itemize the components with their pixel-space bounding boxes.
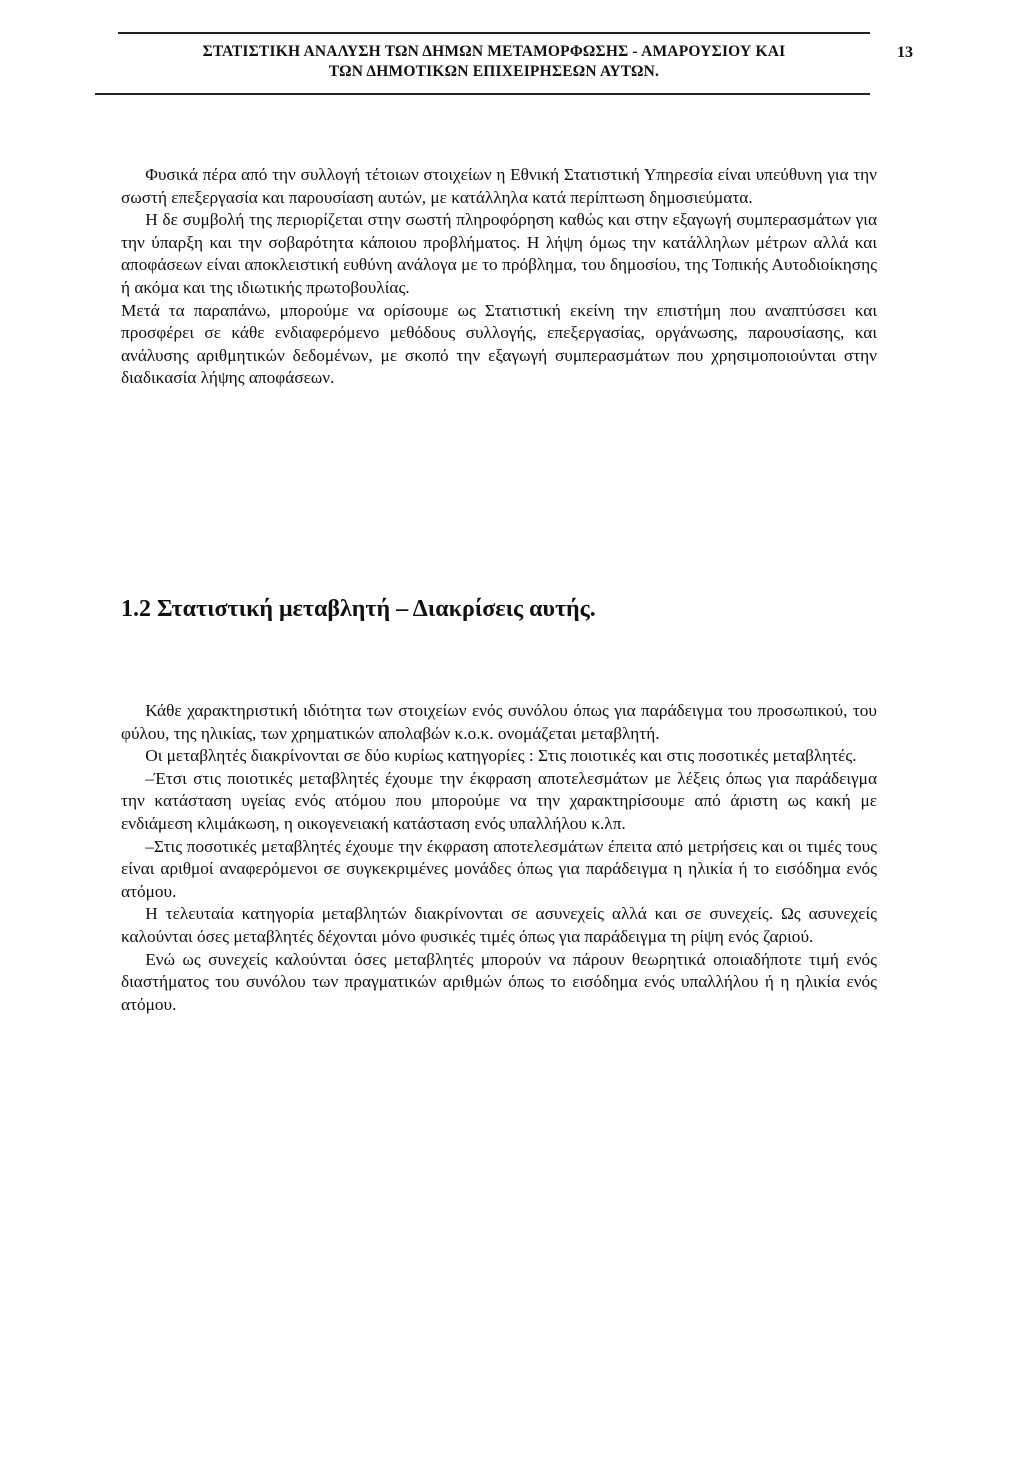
intro-paragraph-1: Φυσικά πέρα από την συλλογή τέτοιων στοιχείων η Εθνική Στατιστική Υπηρεσία είναι υπεύθυνη για την σωστή επεξεργασία και παρουσίαση αυτών, με κατάλληλα κατά περίπτωση δημοσιεύματα. — [121, 165, 877, 207]
intro-paragraph-3: Μετά τα παραπάνω, μπορούμε να ορίσουμε ως Στατιστική εκείνη την επιστήμη που αναπτύσσει και προσφέρει σε κάθε ενδιαφερόμενο μεθόδους συλλογής, επεξεργασίας, οργάνωσης, παρουσίασης, και ανάλυσης αριθμητικών δεδομένων, με σκοπό την εξαγωγή συμπερασμάτων που χρησιμοποιούνται στην διαδικασία λήψης αποφάσεων. — [121, 300, 877, 388]
section-paragraph-3: –Έτσι στις ποιοτικές μεταβλητές έχουμε την έκφραση αποτελεσμάτων με λέξεις όπως για παράδειγμα την κατάσταση υγείας ενός ατόμου που μπορούμε να την χαρακτηρίσουμε από άριστη ως κακή με ενδιάμεση κλιμάκωση, η οικογενειακή κατάσταση ενός υπαλλήλου κ.λπ. — [121, 768, 877, 833]
header-top-rule — [118, 32, 870, 34]
section-paragraph-4: –Στις ποσοτικές μεταβλητές έχουμε την έκφραση αποτελεσμάτων έπειτα από μετρήσεις και οι τιμές τους είναι αριθμοί αναφερόμενοι σε συγκεκριμένες μονάδες όπως για παράδειγμα η ηλικία ή το εισόδημα ενός ατόμου. — [121, 836, 877, 901]
section-paragraph-6: Ενώ ως συνεχείς καλούνται όσες μεταβλητές μπορούν να πάρουν θεωρητικά οποιαδήποτε τιμή ενός διαστήματος του συνόλου των πραγματικών αριθμών όπως το εισόδημα ενός υπαλλήλου ή η ηλικία ενός ατόμου. — [121, 949, 877, 1014]
running-header — [118, 42, 870, 82]
running-header-line-1: ΣΤΑΤΙΣΤΙΚΗ ΑΝΑΛΥΣΗ ΤΩΝ ΔΗΜΩΝ ΜΕΤΑΜΟΡΦΩΣΗΣ - ΑΜΑΡΟΥΣΙΟΥ ΚΑΙ — [202, 43, 786, 60]
section-heading: 1.2 Στατιστική μεταβλητή – Διακρίσεις αυτής. — [121, 596, 596, 622]
section-paragraph-5: Η τελευταία κατηγορία μεταβλητών διακρίνονται σε ασυνεχείς αλλά και σε συνεχείς. Ως ασυνεχείς καλούνται όσες μεταβλητές δέχονται μόνο φυσικές τιμές όπως για παράδειγμα τη ρίψη ενός ζαριού. — [121, 904, 877, 946]
page-number: 13 — [897, 44, 913, 61]
intro-text-block — [121, 164, 877, 390]
intro-paragraph-2: Η δε συμβολή της περιορίζεται στην σωστή πληροφόρηση καθώς και στην εξαγωγή συμπερασμάτων για την ύπαρξη και την σοβαρότητα κάποιου προβλήματος. Η λήψη όμως την κατάλληλων μέτρων αλλά και αποφάσεων είναι αποκλειστική ευθύνη ανάλογα με το πρόβλημα, του δημοσίου, της Τοπικής Αυτοδιοίκησης ή ακόμα και της ιδιωτικής πρωτοβουλίας. — [121, 210, 877, 297]
section-paragraph-2: Οι μεταβλητές διακρίνονται σε δύο κυρίως κατηγορίες : Στις ποιοτικές και στις ποσοτικές μεταβλητές. — [145, 746, 857, 766]
header-bottom-rule — [95, 93, 870, 95]
running-header-line-2: ΤΩΝ ΔΗΜΟΤΙΚΩΝ ΕΠΙΧΕΙΡΗΣΕΩΝ ΑΥΤΩΝ. — [328, 63, 660, 80]
section-paragraph-1: Κάθε χαρακτηριστική ιδιότητα των στοιχείων ενός συνόλου όπως για παράδειγμα του προσωπικού, του φύλου, της ηλικίας, των χρηματικών απολαβών κ.ο.κ. ονομάζεται μεταβλητή. — [121, 701, 877, 743]
section-text-block — [121, 700, 877, 1016]
